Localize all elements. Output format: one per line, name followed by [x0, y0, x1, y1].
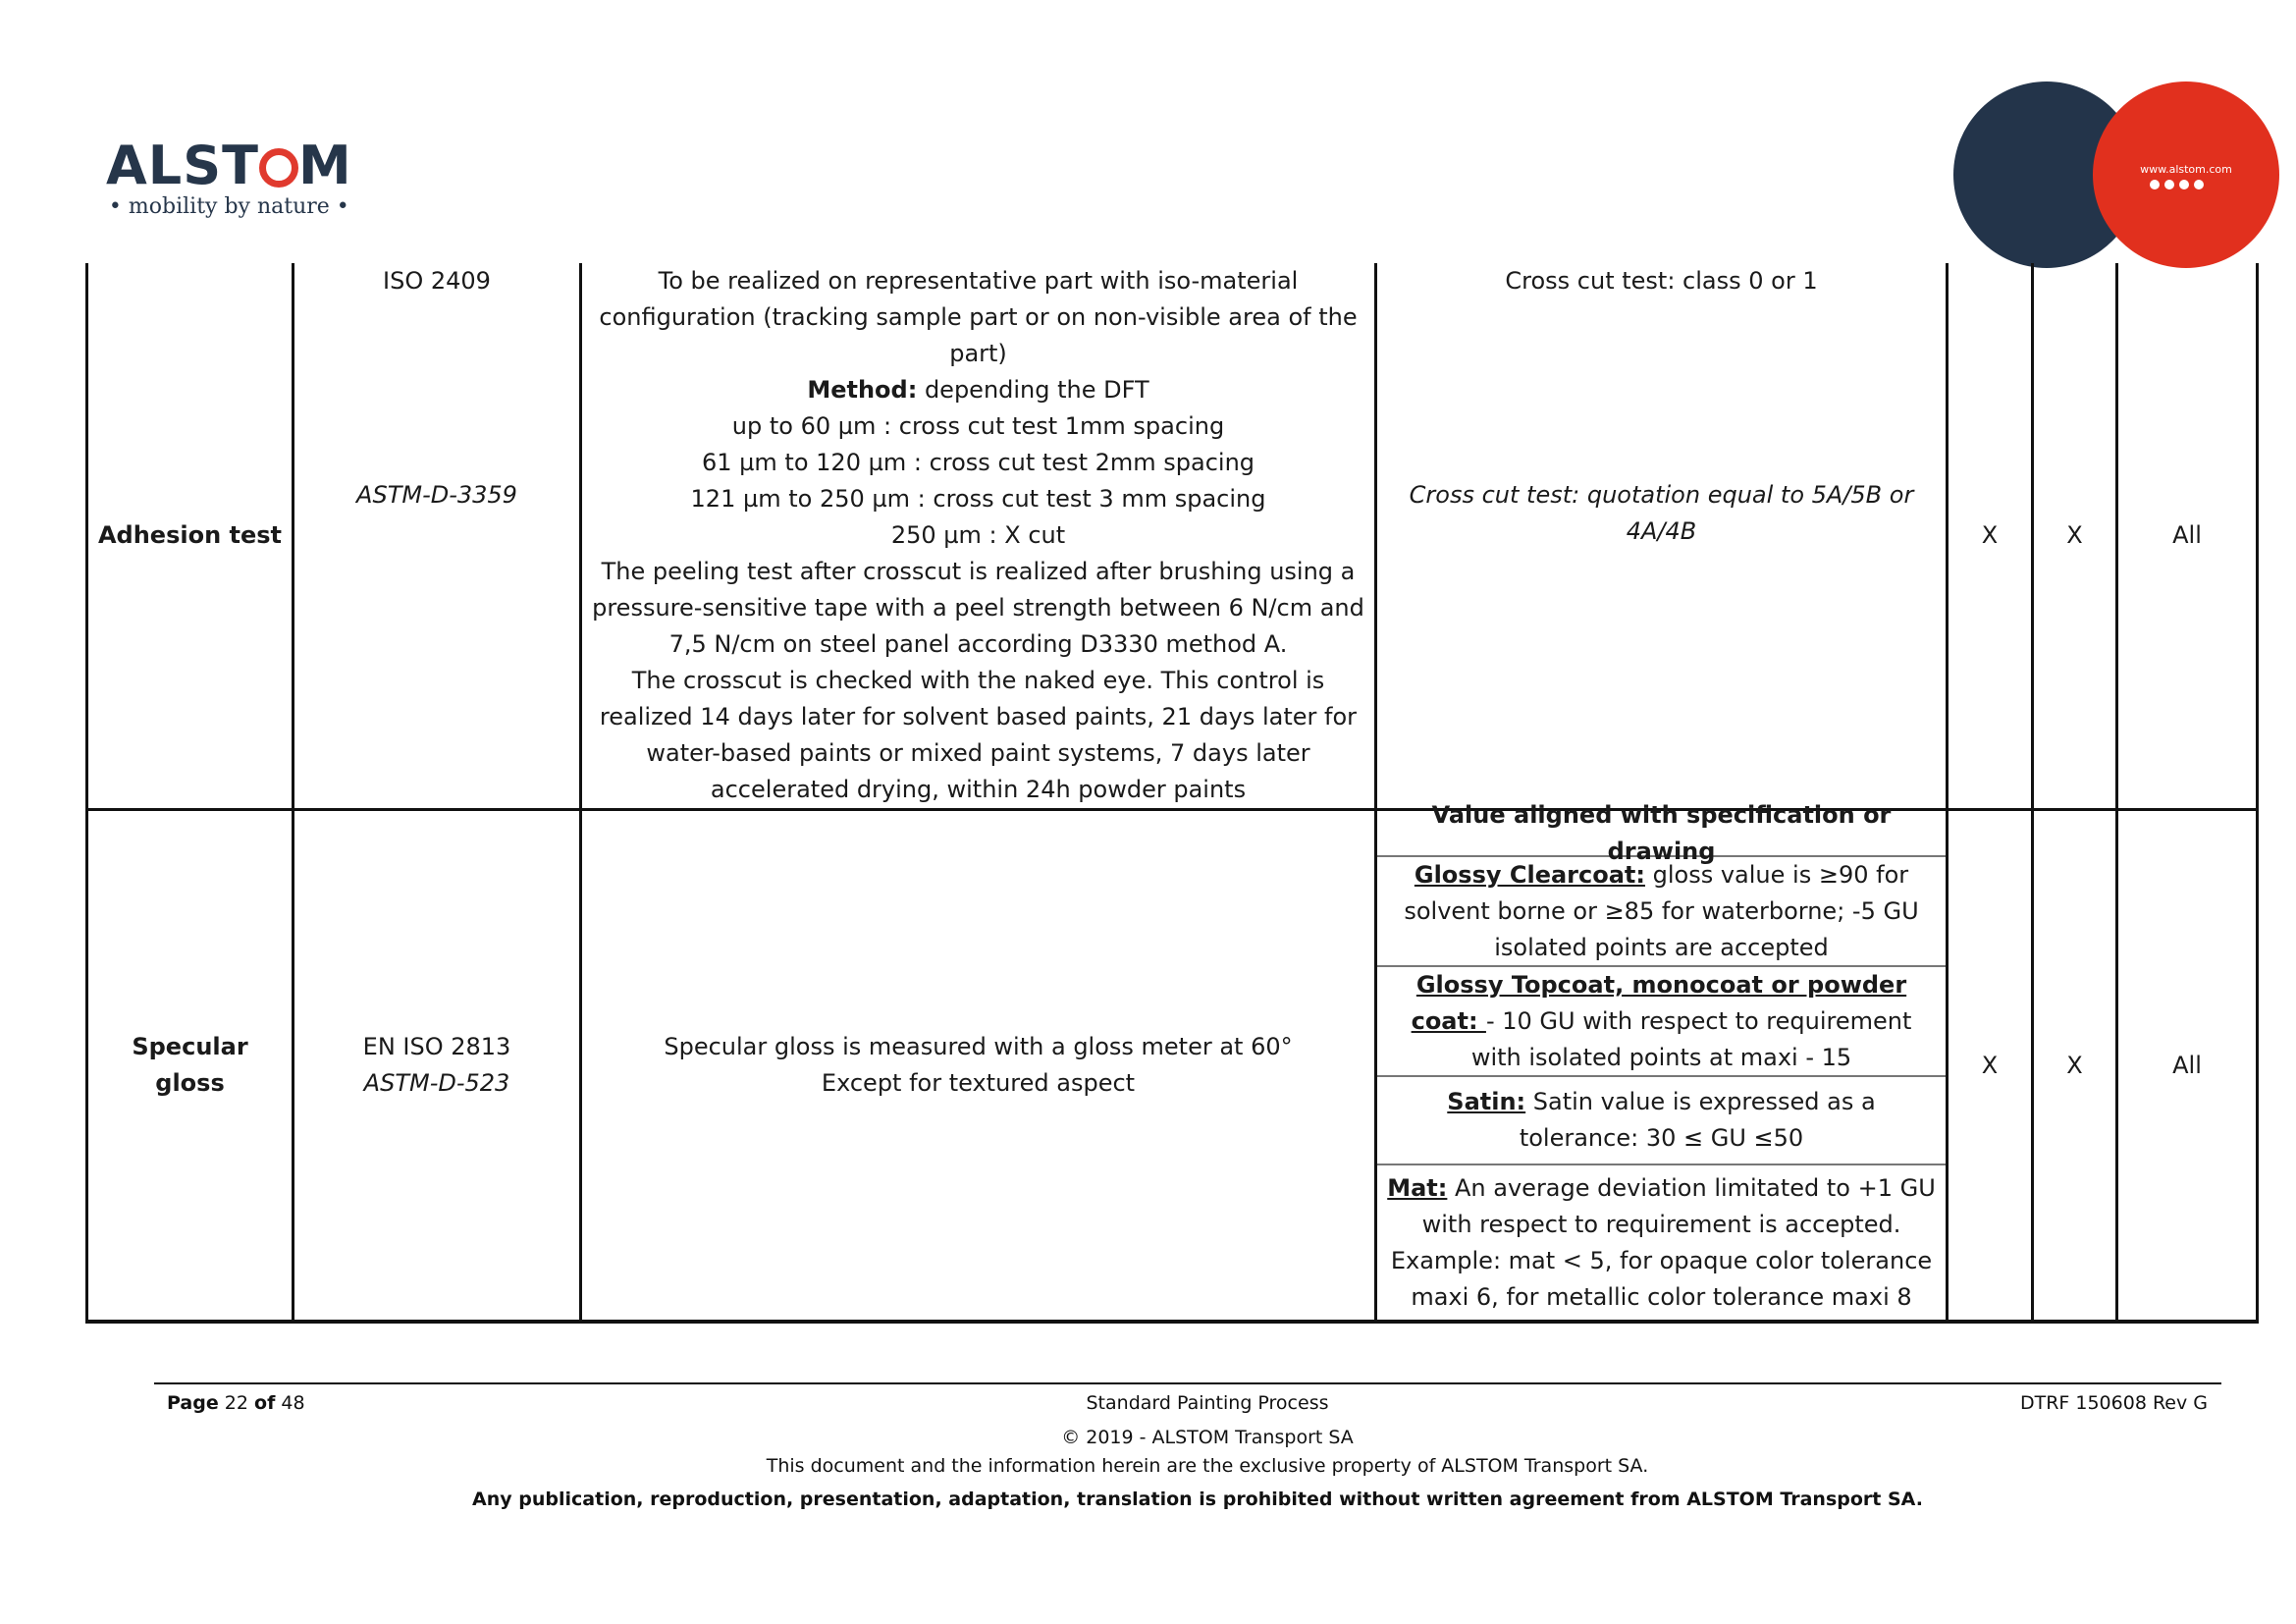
scope-cell: All [2117, 263, 2258, 810]
method-text: depending the DFT [917, 376, 1149, 404]
acceptance-cell [1376, 263, 1948, 810]
doc-title: Standard Painting Process [1086, 1392, 1329, 1414]
method-line: 121 µm to 250 µm : cross cut test 3 mm spacing [690, 485, 1266, 513]
acceptance-heading [1377, 800, 1946, 865]
youtube-icon [2194, 180, 2204, 189]
test-spec-table [85, 263, 2259, 1324]
col-a-mark: X [1948, 810, 2033, 1323]
social-icons [2150, 180, 2204, 189]
method-peel: The peeling test after crosscut is realized after brushing using a pressure-sensitive tape with a peel strength between 6 N/cm and 7,5 N/cm on steel panel according D3330 method A. [592, 558, 1364, 658]
alstom-logo [106, 135, 352, 219]
logo-word-part: M [297, 135, 352, 196]
acceptance-label: Satin: [1447, 1088, 1526, 1115]
table-row [87, 810, 2258, 1323]
scope-cell: All [2117, 810, 2258, 1323]
method-line: Specular gloss is measured with a gloss meter at 60° [664, 1033, 1293, 1060]
page-current: 22 [224, 1392, 248, 1414]
standard-ref: EN ISO 2813 [362, 1033, 511, 1060]
acceptance-text: - 10 GU with respect to requirement with isolated points at maxi - 15 [1470, 1006, 1912, 1071]
acceptance-text: gloss value is ≥90 for solvent borne or ≥85 for waterborne; -5 GU isolated points are accepted [1404, 860, 1919, 961]
doc-reference: DTRF 150608 Rev G [2019, 1392, 2208, 1414]
col-b-mark: X [2033, 263, 2117, 810]
method-cell [581, 263, 1376, 810]
logo-tagline: • mobility by nature • [108, 194, 349, 219]
method-line [592, 372, 1364, 408]
acceptance-heading-text: Value aligned with specification or drawing [1431, 800, 1892, 865]
acceptance-item [1377, 967, 1946, 1077]
acceptance-text: Satin value is expressed as a tolerance: 30 ≤ GU ≤50 [1519, 1088, 1876, 1152]
acceptance-item [1377, 1165, 1946, 1320]
standard-ref: ASTM-D-3359 [356, 481, 517, 509]
method-line: up to 60 µm : cross cut test 1mm spacing [731, 412, 1225, 440]
linkedin-icon [2179, 180, 2189, 189]
facebook-icon [2150, 180, 2160, 189]
method-line: Except for textured aspect [821, 1069, 1136, 1097]
method-intro: To be realized on representative part with iso-material configuration (tracking sample part or on non-visible area of the part) [599, 267, 1358, 367]
method-label: Method: [807, 376, 918, 404]
acceptance-text: An average deviation limitated to +1 GU with respect to requirement is accepted. Example: mat < 5, for opaque color tolerance maxi 6, for metallic color tolerance maxi 8 [1390, 1173, 1936, 1311]
page-of-label: of [254, 1392, 276, 1414]
logo-o-icon [259, 148, 298, 188]
footer-divider [154, 1382, 2221, 1384]
standard-ref: ASTM-D-523 [363, 1069, 510, 1097]
logo-wordmark [106, 135, 352, 196]
acceptance-item [1377, 1077, 1946, 1165]
standards-cell [294, 810, 581, 1323]
method-line: 250 µm : X cut [890, 521, 1066, 549]
acceptance-label: Mat: [1387, 1173, 1448, 1202]
twitter-icon [2164, 180, 2174, 189]
table-row [87, 263, 2258, 810]
acceptance-cell [1376, 800, 1948, 1323]
method-line: 61 µm to 120 µm : cross cut test 2mm spacing [701, 449, 1255, 476]
page-label: Page [167, 1392, 219, 1414]
copyright: © 2019 - ALSTOM Transport SA [1061, 1427, 1354, 1448]
method-cell [581, 810, 1376, 1323]
page-total: 48 [281, 1392, 305, 1414]
method-check: The crosscut is checked with the naked eye. This control is realized 14 days later for solvent based paints, 21 days later for water-based paints or mixed paint systems, 7 days later accelerated drying, within 24h powder paints [599, 667, 1358, 803]
acceptance-label: Glossy Clearcoat: [1414, 860, 1645, 889]
test-name: Specular gloss [87, 810, 294, 1323]
acceptance-text: Cross cut test: quotation equal to 5A/5B or 4A/4B [1409, 481, 1914, 545]
col-a-mark: X [1948, 263, 2033, 810]
prohibition-notice: Any publication, reproduction, presentation, adaptation, translation is prohibited without written agreement from ALSTOM Transport SA. [472, 1489, 1923, 1510]
acceptance-text: Cross cut test: class 0 or 1 [1505, 267, 1818, 295]
standards-cell [294, 263, 581, 810]
logo-word-part: ALST [106, 135, 259, 196]
standard-ref: ISO 2409 [383, 267, 491, 295]
acceptance-item [1377, 857, 1946, 967]
website-text: www.alstom.com [2140, 163, 2232, 176]
col-b-mark: X [2033, 810, 2117, 1323]
property-notice: This document and the information herein are the exclusive property of ALSTOM Transport SA. [766, 1455, 1649, 1477]
acceptance-label: Glossy Topcoat, monocoat or powder coat: [1411, 970, 1907, 1035]
test-name: Adhesion test [87, 263, 294, 810]
